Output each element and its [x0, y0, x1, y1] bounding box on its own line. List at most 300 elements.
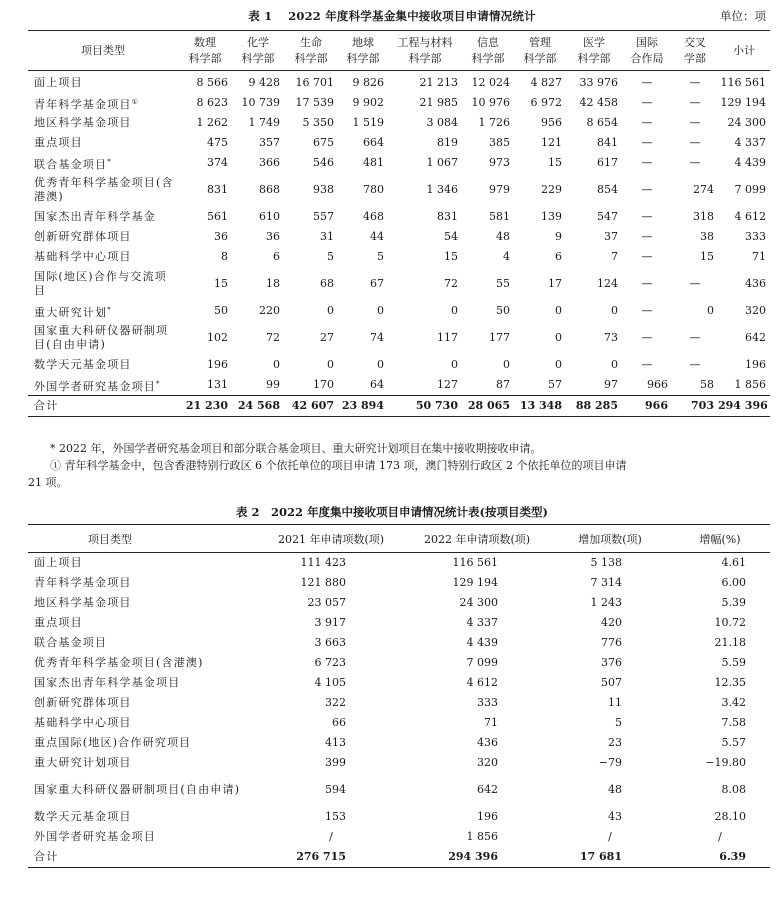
table-cell: 642	[745, 331, 766, 344]
table-cell: 854	[597, 183, 618, 196]
table-cell: 436	[745, 277, 766, 290]
table-cell: 71	[484, 716, 498, 729]
table-cell: 116 561	[720, 76, 766, 89]
table-cell: −19.80	[705, 756, 746, 769]
table-cell: 28 065	[462, 396, 514, 417]
table-cell: 8	[221, 250, 228, 263]
table-cell: 0	[451, 358, 458, 371]
table-row	[28, 613, 770, 633]
table-cell: 196	[745, 358, 766, 371]
table-cell: —	[641, 358, 653, 371]
table-cell: 23 894	[338, 396, 388, 417]
table-cell: 68	[320, 277, 334, 290]
table-cell: 481	[363, 156, 384, 169]
table-cell: 5.57	[721, 736, 746, 749]
table-row	[28, 375, 770, 396]
table-cell: —	[689, 136, 701, 149]
table-cell: 357	[259, 136, 280, 149]
table-cell: 131	[207, 378, 228, 391]
row-label: 数学天元基金项目	[34, 810, 132, 823]
col-header-earth: 地球 科学部	[338, 31, 388, 71]
table-cell: —	[641, 304, 653, 317]
table-cell: 15	[214, 277, 228, 290]
col-header-type: 项目类型	[28, 31, 178, 71]
table-cell: 507	[601, 676, 622, 689]
table-cell: 66	[332, 716, 346, 729]
table-cell: 0	[503, 358, 510, 371]
table-cell: 3 663	[314, 636, 346, 649]
table-cell: —	[641, 183, 653, 196]
table-cell: —	[689, 116, 701, 129]
table-cell: 24 568	[232, 396, 284, 417]
table-cell: —	[641, 76, 653, 89]
table-cell: −79	[598, 756, 622, 769]
table-cell: 1 346	[426, 183, 458, 196]
table-cell: 55	[496, 277, 510, 290]
table-row	[28, 633, 770, 653]
table-cell: 581	[489, 210, 510, 223]
table-cell: 15	[700, 250, 714, 263]
table-cell: 99	[266, 378, 280, 391]
table-cell: 703	[672, 396, 718, 417]
note-asterisk: * 2022 年，外国学者研究基金项目和部分联合基金项目、重大研究计划项目在集中接收期接收申请。	[50, 442, 542, 455]
table-cell: 4 612	[466, 676, 498, 689]
row-label: 创新研究群体项目	[34, 696, 132, 709]
table-cell: /	[718, 830, 722, 843]
table-cell: 10.72	[714, 616, 746, 629]
table-row	[28, 593, 770, 613]
table-cell: 37	[604, 230, 618, 243]
table-row	[28, 693, 770, 713]
table-cell: 5.39	[721, 596, 746, 609]
footnote-marker: *	[107, 157, 112, 166]
table-cell: 557	[313, 210, 334, 223]
table-cell: 841	[597, 136, 618, 149]
table2-total-row	[28, 847, 770, 868]
table-cell: 610	[259, 210, 280, 223]
t2-header-2022: 2022 年申请项数(项)	[404, 525, 550, 553]
table-cell: 15	[444, 250, 458, 263]
col-header-total: 小计	[718, 31, 770, 71]
t2-header-increase: 增加项数(项)	[550, 525, 670, 553]
table1-unit: 单位：项	[720, 9, 766, 23]
table-cell: 322	[325, 696, 346, 709]
table-cell: 72	[444, 277, 458, 290]
table1	[28, 30, 770, 417]
col-header-eng: 工程与材料 科学部	[388, 31, 462, 71]
table-cell: 23	[608, 736, 622, 749]
table-row	[28, 573, 770, 593]
col-header-info: 信息 科学部	[462, 31, 514, 71]
table-cell: 320	[477, 756, 498, 769]
table-cell: 9 826	[352, 76, 384, 89]
row-label: 联合基金项目*	[34, 157, 112, 171]
table-row	[28, 753, 770, 773]
table-cell: 24 300	[727, 116, 766, 129]
table-cell: 12 024	[471, 76, 510, 89]
table-cell: 374	[207, 156, 228, 169]
table-cell: 121	[541, 136, 562, 149]
table-cell: 21.18	[714, 636, 746, 649]
table-row	[28, 301, 770, 321]
table-cell: 58	[700, 378, 714, 391]
row-label: 优秀青年科学基金项目(含港澳)	[34, 656, 204, 669]
table-cell: 15	[548, 156, 562, 169]
table-cell: 956	[541, 116, 562, 129]
table-row	[28, 173, 770, 207]
row-label: 优秀青年科学基金项目(含港澳)	[34, 176, 174, 203]
table-cell: 7 099	[734, 183, 766, 196]
col-header-chem: 化学 科学部	[232, 31, 284, 71]
table2-body	[28, 553, 770, 868]
table-cell: 5	[377, 250, 384, 263]
table-cell: 196	[207, 358, 228, 371]
table-cell: 333	[745, 230, 766, 243]
table-cell: 320	[745, 304, 766, 317]
table-cell: 366	[259, 156, 280, 169]
row-label: 地区科学基金项目	[34, 596, 132, 609]
table-cell: 87	[496, 378, 510, 391]
table-cell: 121 880	[300, 576, 346, 589]
table-cell: 7.58	[721, 716, 746, 729]
table-cell: 229	[541, 183, 562, 196]
table-cell: 274	[693, 183, 714, 196]
table-cell: 675	[313, 136, 334, 149]
table-cell: /	[608, 830, 612, 843]
table-cell: 4 105	[314, 676, 346, 689]
table-cell: 819	[437, 136, 458, 149]
table-cell: 1 243	[590, 596, 622, 609]
table-cell: —	[689, 277, 701, 290]
table-cell: 42 607	[284, 396, 338, 417]
table-cell: 21 985	[419, 96, 458, 109]
table-cell: 72	[266, 331, 280, 344]
table-cell: 973	[489, 156, 510, 169]
row-label: 重点项目	[34, 136, 83, 149]
table-cell: 1 856	[734, 378, 766, 391]
table-cell: 0	[611, 304, 618, 317]
table-cell: 67	[370, 277, 384, 290]
table-cell: —	[641, 116, 653, 129]
table-cell: 294 396	[718, 396, 770, 417]
row-label: 国家杰出青年科学基金	[34, 210, 156, 223]
table-cell: 0	[555, 358, 562, 371]
row-label: 地区科学基金项目	[34, 116, 132, 129]
note-circled-1-continued: 21 项。	[28, 476, 68, 489]
row-label: 国家杰出青年科学基金项目	[34, 676, 181, 689]
table-cell: 780	[363, 183, 384, 196]
table-cell: 0	[377, 304, 384, 317]
table1-notes	[28, 440, 770, 491]
table-cell: 0	[273, 358, 280, 371]
row-label: 国家重大科研仪器研制项目(自由申请)	[34, 324, 169, 351]
table-cell: 17	[548, 277, 562, 290]
table-row	[28, 713, 770, 733]
table-cell: 5 350	[302, 116, 334, 129]
col-header-life: 生命 科学部	[284, 31, 338, 71]
table-cell: —	[641, 230, 653, 243]
table-cell: 8 623	[196, 96, 228, 109]
table-row	[28, 71, 770, 94]
table-cell: 4 337	[466, 616, 498, 629]
row-label: 基础科学中心项目	[34, 716, 132, 729]
table-cell: 139	[541, 210, 562, 223]
table-cell: 938	[313, 183, 334, 196]
table-cell: 9 428	[248, 76, 280, 89]
table1-caption	[0, 6, 784, 26]
row-label: 创新研究群体项目	[34, 230, 132, 243]
col-header-intl: 国际 合作局	[622, 31, 672, 71]
table-cell: 276 715	[258, 847, 404, 868]
table-cell: 36	[266, 230, 280, 243]
table-cell: 24 300	[459, 596, 498, 609]
table-cell: —	[641, 96, 653, 109]
table-cell: 33 976	[579, 76, 618, 89]
table-cell: 0	[451, 304, 458, 317]
table-cell: —	[689, 331, 701, 344]
table-cell: 617	[597, 156, 618, 169]
table-cell: 4	[503, 250, 510, 263]
table-cell: 57	[548, 378, 562, 391]
table-cell: 13 348	[514, 396, 566, 417]
table-cell: 3.42	[721, 696, 746, 709]
row-label: 重点项目	[34, 616, 83, 629]
table-cell: 0	[555, 304, 562, 317]
table-row	[28, 133, 770, 153]
table-cell: 36	[214, 230, 228, 243]
table-cell: 1 262	[196, 116, 228, 129]
table-cell: 8 566	[196, 76, 228, 89]
table-cell: —	[641, 250, 653, 263]
table-cell: 64	[370, 378, 384, 391]
row-label: 合计	[28, 847, 258, 868]
table-cell: 111 423	[300, 556, 346, 569]
table-row	[28, 267, 770, 301]
row-label: 基础科学中心项目	[34, 250, 132, 263]
row-label: 国家重大科研仪器研制项目(自由申请)	[34, 783, 241, 796]
table-cell: 8 654	[586, 116, 618, 129]
table-cell: 561	[207, 210, 228, 223]
table-cell: 7 099	[466, 656, 498, 669]
table-cell: 1 726	[478, 116, 510, 129]
row-label: 联合基金项目	[34, 636, 108, 649]
table-cell: 318	[693, 210, 714, 223]
col-header-med: 医学 科学部	[566, 31, 622, 71]
table-row	[28, 807, 770, 827]
table-cell: 5	[615, 716, 622, 729]
table-cell: 6	[555, 250, 562, 263]
table1-header-row	[28, 31, 770, 71]
table-cell: 0	[707, 304, 714, 317]
table-cell: 127	[437, 378, 458, 391]
row-label: 面上项目	[34, 76, 83, 89]
table-cell: 27	[320, 331, 334, 344]
table-cell: 831	[437, 210, 458, 223]
table-cell: 399	[325, 756, 346, 769]
row-label: 青年科学基金项目	[34, 576, 132, 589]
table-cell: 97	[604, 378, 618, 391]
table-cell: —	[641, 210, 653, 223]
table-cell: 73	[604, 331, 618, 344]
table-cell: 38	[700, 230, 714, 243]
table-cell: 220	[259, 304, 280, 317]
table1-body	[28, 71, 770, 417]
table-cell: 153	[325, 810, 346, 823]
table-cell: 594	[325, 783, 346, 796]
table-row	[28, 227, 770, 247]
table-cell: 8.08	[721, 783, 746, 796]
table-cell: 4 827	[530, 76, 562, 89]
table-cell: 664	[363, 136, 384, 149]
row-label: 重点国际(地区)合作研究项目	[34, 736, 192, 749]
col-header-cross: 交叉 学部	[672, 31, 718, 71]
table1-total-row	[28, 396, 770, 417]
table-row	[28, 247, 770, 267]
table-cell: 102	[207, 331, 228, 344]
table-cell: 9 902	[352, 96, 384, 109]
table-cell: 6.00	[721, 576, 746, 589]
table-cell: 4 439	[734, 156, 766, 169]
table-cell: 7 314	[590, 576, 622, 589]
table-cell: 0	[327, 304, 334, 317]
table-cell: 4 337	[734, 136, 766, 149]
footnote-marker: *	[107, 305, 112, 314]
col-header-math: 数理 科学部	[178, 31, 232, 71]
table-cell: 28.10	[714, 810, 746, 823]
table-cell: 1 067	[426, 156, 458, 169]
table-cell: 117	[437, 331, 458, 344]
table-cell: —	[689, 96, 701, 109]
table2-title: 表 2 2022 年度集中接收项目申请情况统计表(按项目类型)	[236, 505, 548, 519]
note-circled-1: ① 青年科学基金中，包含香港特别行政区 6 个依托单位的项目申请 173 项，澳门特别行政区 2 个依托单位的项目申请	[50, 459, 627, 472]
table-cell: 413	[325, 736, 346, 749]
table1-title: 表 1 2022 年度科学基金集中接收项目申请情况统计	[248, 9, 536, 23]
table-row	[28, 553, 770, 574]
table2	[28, 524, 770, 868]
table-cell: 385	[489, 136, 510, 149]
table-cell: 50	[496, 304, 510, 317]
table-cell: 420	[601, 616, 622, 629]
table2-header-row	[28, 525, 770, 553]
table-cell: 10 739	[241, 96, 280, 109]
row-label: 数学天元基金项目	[34, 358, 132, 371]
table-cell: 376	[601, 656, 622, 669]
table-cell: 17 681	[550, 847, 670, 868]
table-cell: 436	[477, 736, 498, 749]
table-cell: —	[641, 277, 653, 290]
table-cell: 11	[608, 696, 622, 709]
table-cell: 547	[597, 210, 618, 223]
table-cell: 546	[313, 156, 334, 169]
table-cell: 1 856	[466, 830, 498, 843]
t2-header-2021: 2021 年申请项数(项)	[258, 525, 404, 553]
table-cell: 0	[611, 358, 618, 371]
row-label: 重大研究计划项目	[34, 756, 132, 769]
table-cell: 979	[489, 183, 510, 196]
table-cell: 12.35	[714, 676, 746, 689]
table-cell: 0	[327, 358, 334, 371]
table-cell: 18	[266, 277, 280, 290]
table-cell: 5.59	[721, 656, 746, 669]
table-cell: 4.61	[721, 556, 746, 569]
table-cell: 5	[327, 250, 334, 263]
table-cell: 43	[608, 810, 622, 823]
table-cell: —	[641, 136, 653, 149]
table-cell: 6 972	[530, 96, 562, 109]
table-cell: 16 701	[295, 76, 334, 89]
table-cell: 776	[601, 636, 622, 649]
table-cell: 4 612	[734, 210, 766, 223]
table-cell: 170	[313, 378, 334, 391]
table-cell: 468	[363, 210, 384, 223]
table-cell: —	[689, 156, 701, 169]
table-cell: 74	[370, 331, 384, 344]
t2-header-type: 项目类型	[28, 525, 258, 553]
table-cell: 196	[477, 810, 498, 823]
t2-header-growth: 增幅(%)	[670, 525, 770, 553]
table-cell: 124	[597, 277, 618, 290]
table-row	[28, 673, 770, 693]
table-cell: 0	[555, 331, 562, 344]
table-row	[28, 321, 770, 355]
table-row	[28, 733, 770, 753]
table-cell: 5 138	[590, 556, 622, 569]
table-cell: 71	[752, 250, 766, 263]
table-row	[28, 153, 770, 173]
table-cell: 1 749	[248, 116, 280, 129]
table-cell: —	[689, 76, 701, 89]
footnote-marker: ①	[131, 97, 140, 106]
row-label: 合计	[28, 396, 178, 417]
table-cell: 966	[622, 396, 672, 417]
table-cell: 129 194	[720, 96, 766, 109]
table-cell: 333	[477, 696, 498, 709]
row-label: 外国学者研究基金项目*	[34, 379, 161, 393]
table-cell: 3 917	[314, 616, 346, 629]
table-cell: 23 057	[307, 596, 346, 609]
table-cell: 48	[496, 230, 510, 243]
row-label: 青年科学基金项目①	[34, 97, 140, 111]
table-cell: 31	[320, 230, 334, 243]
table-row	[28, 827, 770, 847]
table-cell: 831	[207, 183, 228, 196]
table-cell: 48	[608, 783, 622, 796]
row-label: 重大研究计划*	[34, 305, 112, 319]
table-cell: 0	[377, 358, 384, 371]
table-cell: 3 084	[426, 116, 458, 129]
row-label: 面上项目	[34, 556, 83, 569]
table-cell: 6 723	[314, 656, 346, 669]
table-cell: 868	[259, 183, 280, 196]
table-cell: 54	[444, 230, 458, 243]
table-cell: 177	[489, 331, 510, 344]
col-header-mgmt: 管理 科学部	[514, 31, 566, 71]
table-row	[28, 207, 770, 227]
table-cell: 9	[555, 230, 562, 243]
table-cell: 10 976	[471, 96, 510, 109]
table-cell: 4 439	[466, 636, 498, 649]
table-cell: 642	[477, 783, 498, 796]
table-row	[28, 773, 770, 807]
table-cell: 21 230	[178, 396, 232, 417]
table-row	[28, 93, 770, 113]
table-cell: 50 730	[388, 396, 462, 417]
table-row	[28, 113, 770, 133]
footnote-marker: *	[156, 379, 161, 388]
table-cell: 42 458	[579, 96, 618, 109]
table-cell: 7	[611, 250, 618, 263]
table-cell: 294 396	[404, 847, 550, 868]
